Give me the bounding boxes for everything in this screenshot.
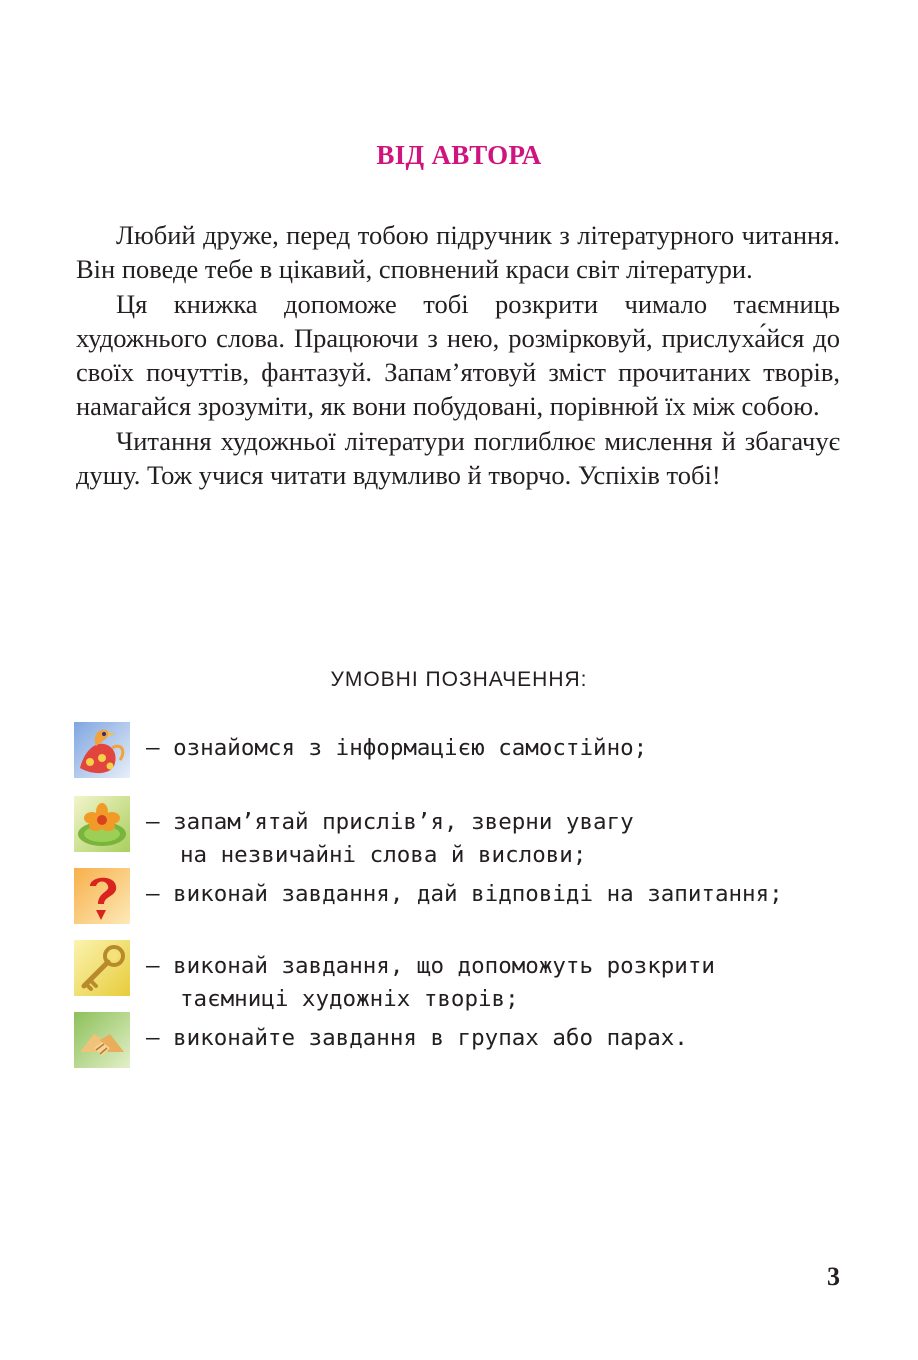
- legend-item-proverbs: [74, 796, 874, 868]
- legend-text-line: — виконайте завдання в групах або парах.: [146, 1025, 688, 1051]
- legend-item-secrets: [74, 940, 874, 1012]
- foreword-paragraph-3: Читання художньої літератури поглиблює мислення й збагачує душу. Тож учися читати вдумливо й творчо. Успіхів тобі!: [76, 426, 840, 490]
- legend-title: УМОВНІ ПОЗНАЧЕННЯ:: [330, 668, 588, 691]
- rooster-icon: [74, 722, 130, 778]
- foreword-paragraph-2: Ця книжка допоможе тобі розкрити чимало таємниць художнього слова. Працюючи з нею, розмірковуй, прислуха́йся до своїх почуттів, фантазуй. Запам’ятовуй зміст прочитаних творів, намагайся зрозуміти, як вони побудовані, порівнюй їх між собою.: [76, 289, 840, 421]
- legend-item-questions: [74, 868, 874, 928]
- legend-text: [146, 950, 715, 1016]
- legend-item-group-work: [74, 1012, 874, 1072]
- legend-text: [146, 1022, 688, 1055]
- question-mark-icon: [74, 868, 130, 924]
- legend-text-line: — ознайомся з інформацією самостійно;: [146, 735, 648, 761]
- page-title: ВІД АВТОРА: [376, 140, 542, 170]
- legend-text-line: — запам’ятай прислів’я, зверни увагу: [146, 809, 634, 835]
- author-foreword: [76, 218, 840, 493]
- page-number: 3: [827, 1262, 840, 1291]
- legend-text-continuation: на незвичайні слова й вислови;: [180, 842, 587, 868]
- golden-key-icon: [74, 940, 130, 996]
- legend-text: [146, 732, 647, 765]
- legend-text-line: — виконай завдання, дай відповіді на запитання;: [146, 881, 783, 907]
- flower-on-leaf-icon: [74, 796, 130, 852]
- legend-item-info: [74, 722, 874, 782]
- foreword-paragraph-1: Любий друже, перед тобою підручник з літературного читання. Він поведе тебе в цікавий, сповнений краси світ літератури.: [76, 220, 840, 284]
- handshake-icon: [74, 1012, 130, 1068]
- legend-text-line: — виконай завдання, що допоможуть розкрити: [146, 953, 715, 979]
- legend-text-continuation: таємниці художніх творів;: [180, 986, 519, 1012]
- legend-text: [146, 806, 634, 872]
- legend-text: [146, 878, 783, 911]
